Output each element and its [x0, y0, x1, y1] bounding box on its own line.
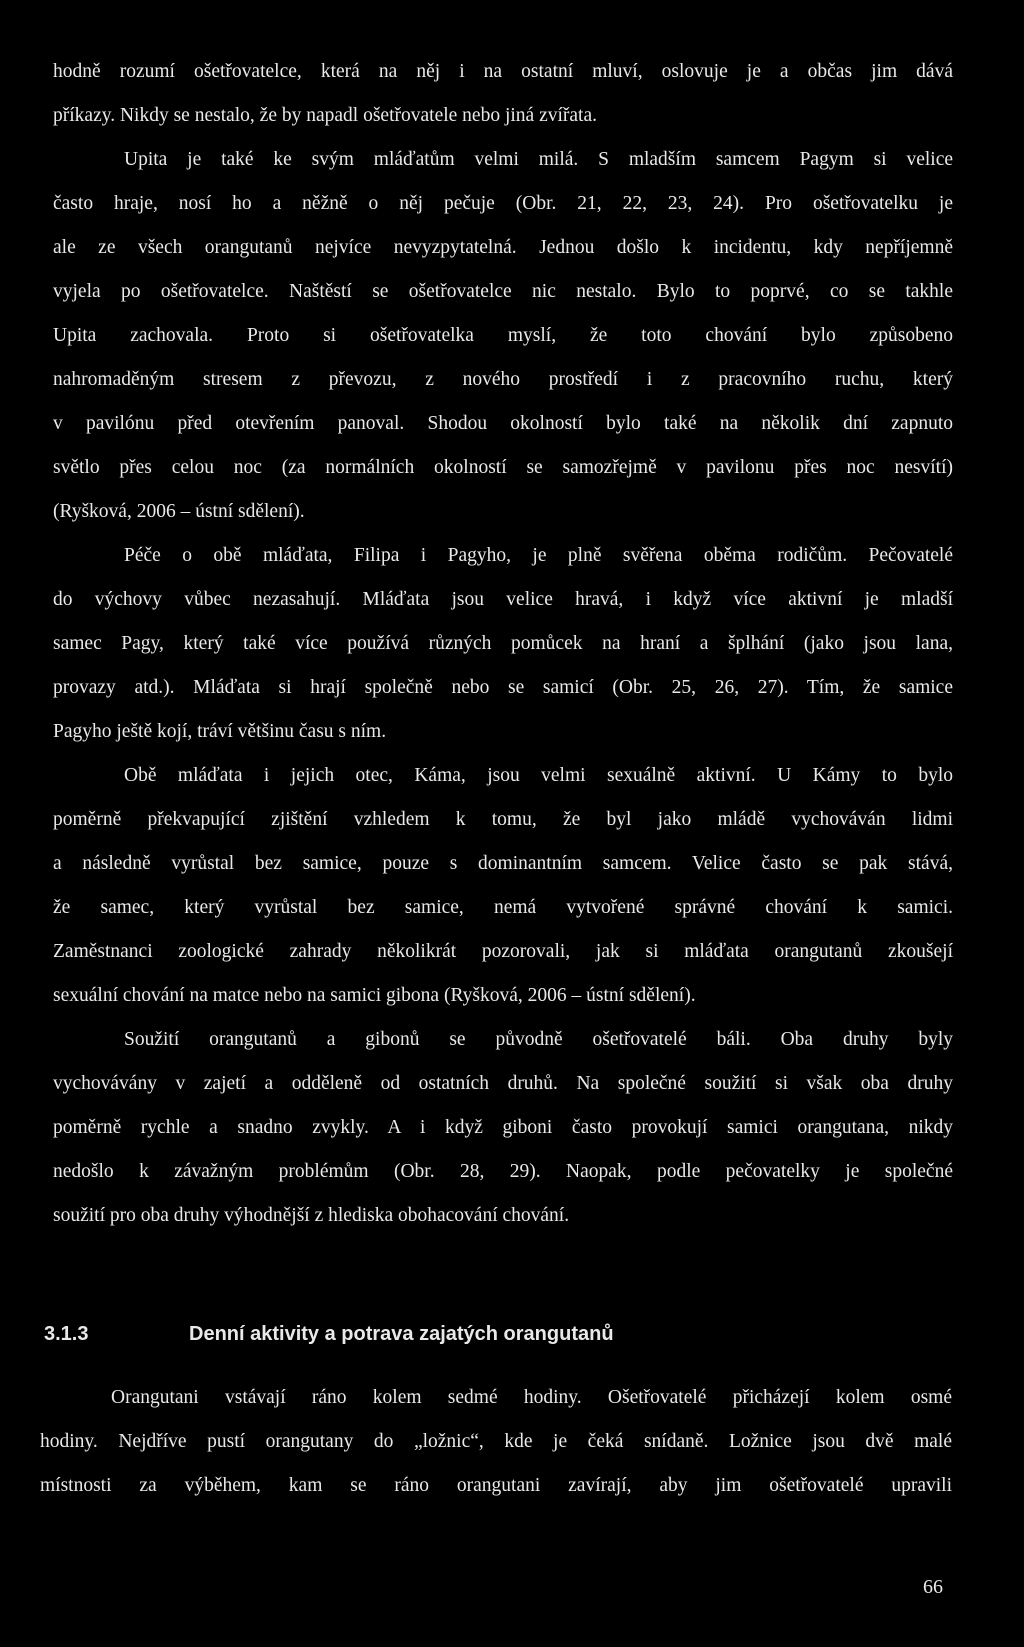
- text-line: často hraje, nosí ho a něžně o něj pečuje (Obr. 21, 22, 23, 24). Pro ošetřovatelku je: [53, 193, 953, 214]
- text-line: světlo přes celou noc (za normálních okolností se samozřejmě v pavilonu přes noc nesvítí): [53, 457, 953, 478]
- document-body: [53, 56, 953, 1244]
- paragraph-5: [53, 1024, 953, 1232]
- paragraph-4: [53, 760, 953, 1012]
- paragraph-6: [40, 1382, 952, 1502]
- text-line: samec Pagy, který také více používá různých pomůcek na hraní a šplhání (jako jsou lana,: [53, 633, 953, 654]
- text-line: hodně rozumí ošetřovatelce, která na něj i na ostatní mluví, oslovuje je a občas jim dává: [53, 61, 953, 82]
- text-line: příkazy. Nikdy se nestalo, že by napadl ošetřovatele nebo jiná zvířata.: [53, 105, 597, 126]
- page-number: 66: [923, 1576, 943, 1598]
- text-line: provazy atd.). Mláďata si hrají společně nebo se samicí (Obr. 25, 26, 27). Tím, že samice: [53, 677, 953, 698]
- text-line: Upita je také ke svým mláďatům velmi milá. S mladším samcem Pagym si velice: [124, 149, 953, 170]
- text-line: Péče o obě mláďata, Filipa i Pagyho, je plně svěřena oběma rodičům. Pečovatelé: [124, 545, 953, 566]
- text-line: sexuální chování na matce nebo na samici gibona (Ryšková, 2006 – ústní sdělení).: [53, 985, 696, 1006]
- text-line: místnosti za výběhem, kam se ráno orangutani zavírají, aby jim ošetřovatelé upravili: [40, 1475, 952, 1496]
- text-line: v pavilónu před otevřením panoval. Shodou okolností bylo také na několik dní zapnuto: [53, 413, 953, 434]
- text-line: hodiny. Nejdříve pustí orangutany do „ložnic“, kde je čeká snídaně. Ložnice jsou dvě malé: [40, 1431, 952, 1452]
- text-line: soužití pro oba druhy výhodnější z hlediska obohacování chování.: [53, 1205, 570, 1226]
- section-title: Denní aktivity a potrava zajatých orangutanů: [189, 1323, 614, 1345]
- paragraph-2: [53, 144, 953, 528]
- text-line: Upita zachovala. Proto si ošetřovatelka myslí, že toto chování bylo způsobeno: [53, 325, 953, 346]
- section-number: 3.1.3: [44, 1323, 89, 1345]
- section-body: [40, 1382, 952, 1514]
- section-heading: [44, 1318, 944, 1350]
- text-line: Soužití orangutanů a gibonů se původně ošetřovatelé báli. Oba druhy byly: [124, 1029, 953, 1050]
- text-line: vyjela po ošetřovatelce. Naštěstí se ošetřovatelce nic nestalo. Bylo to poprvé, co se takhle: [53, 281, 953, 302]
- text-line: nedošlo k závažným problémům (Obr. 28, 29). Naopak, podle pečovatelky je společné: [53, 1161, 953, 1182]
- text-line: vychovávány v zajetí a odděleně od ostatních druhů. Na společné soužití si však oba druhy: [53, 1073, 953, 1094]
- text-line: Zaměstnanci zoologické zahrady několikrát pozorovali, jak si mláďata orangutanů zkoušejí: [53, 941, 953, 962]
- text-line: poměrně rychle a snadno zvykly. A i když giboni často provokují samici orangutana, nikdy: [53, 1117, 953, 1138]
- paragraph-1: [53, 56, 953, 132]
- text-line: a následně vyrůstal bez samice, pouze s dominantním samcem. Velice často se pak stává,: [53, 853, 953, 874]
- paragraph-3: [53, 540, 953, 748]
- text-line: (Ryšková, 2006 – ústní sdělení).: [53, 501, 305, 522]
- text-line: Pagyho ještě kojí, tráví většinu času s ním.: [53, 721, 387, 742]
- text-line: Orangutani vstávají ráno kolem sedmé hodiny. Ošetřovatelé přicházejí kolem osmé: [111, 1387, 952, 1408]
- text-line: nahromaděným stresem z převozu, z nového prostředí i z pracovního ruchu, který: [53, 369, 953, 390]
- text-line: že samec, který vyrůstal bez samice, nemá vytvořené správné chování k samici.: [53, 897, 953, 918]
- text-line: Obě mláďata i jejich otec, Káma, jsou velmi sexuálně aktivní. U Kámy to bylo: [124, 765, 953, 786]
- text-line: ale ze všech orangutanů nejvíce nevyzpytatelná. Jednou došlo k incidentu, kdy nepříjemně: [53, 237, 953, 258]
- text-line: poměrně překvapující zjištění vzhledem k tomu, že byl jako mládě vychováván lidmi: [53, 809, 953, 830]
- text-line: do výchovy vůbec nezasahují. Mláďata jsou velice hravá, i když více aktivní je mladší: [53, 589, 953, 610]
